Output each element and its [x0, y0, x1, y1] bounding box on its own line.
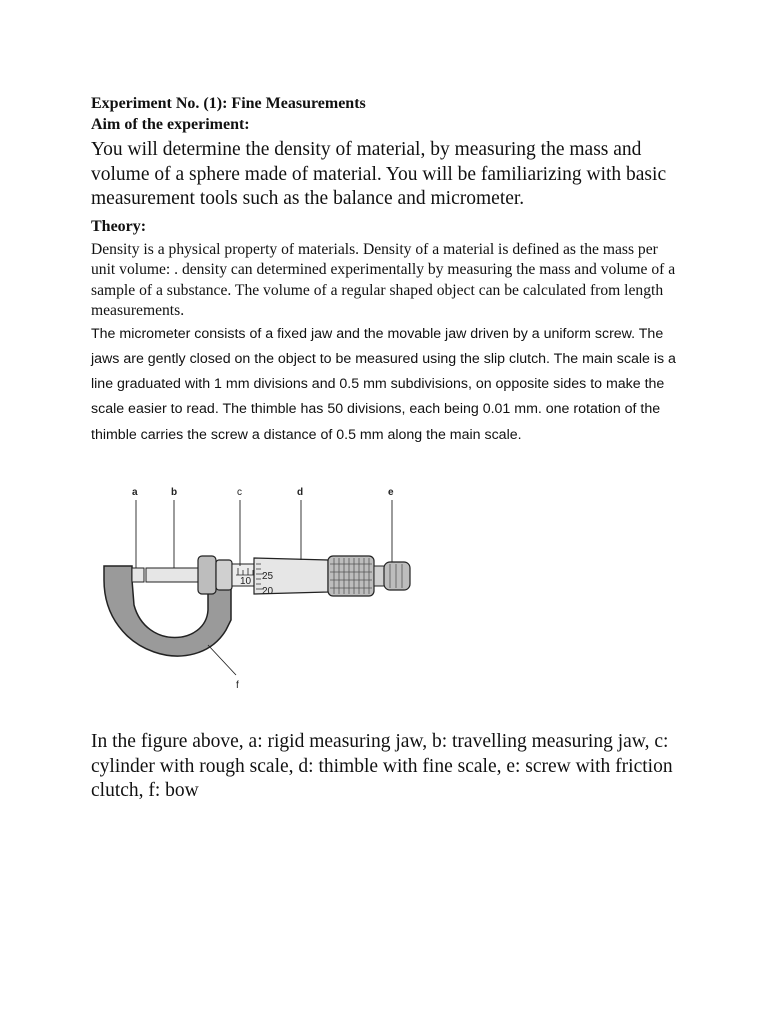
knurled-housing [328, 556, 374, 596]
experiment-title: Experiment No. (1): Fine Measurements [91, 95, 366, 112]
aim-paragraph: You will determine the density of material, by measuring the mass and volume of a sphere made of material. You will be familiarizing with basic measurement tools such as the balance and micrometer. [91, 139, 667, 209]
micrometer-figure [96, 480, 426, 695]
thimble-mark-25: 25 [262, 571, 274, 582]
label-a: a [132, 487, 138, 498]
lock-ring [198, 556, 216, 594]
label-b: b [171, 487, 178, 498]
collar [216, 560, 232, 590]
thimble-mark-20: 20 [262, 586, 274, 597]
sleeve-mark-10: 10 [240, 576, 252, 587]
anvil-jaw [132, 568, 144, 582]
theory-paragraph: Density is a physical property of materials. Density of a material is defined as the mass per unit volume: . density can determined experimentally by measuring the mass and volume of a sample of a substance. The volume of a regular shaped object can be calculated from length measurements. [91, 240, 676, 319]
spindle-jaw [146, 568, 202, 582]
label-f: f [236, 680, 239, 691]
label-c: c [237, 487, 242, 498]
micrometer-paragraph: The micrometer consists of a fixed jaw and the movable jaw driven by a uniform screw. The jaws are gently closed on the object to be measured using the slip clutch. The main scale is a line graduated with 1 mm divisions and 0.5 mm subdivisions, on opposite sides to make the scale easier to read. The thimble has 50 divisions, each being 0.01 mm. one rotation of the thimble carries the screw a distance of 0.5 mm along the main scale. [91, 325, 676, 443]
label-e: e [388, 487, 394, 498]
theory-heading: Theory: [91, 217, 147, 235]
clutch-screw [384, 562, 410, 590]
aim-heading: Aim of the experiment: [91, 116, 250, 133]
document-page [91, 93, 681, 448]
clutch-neck [374, 566, 384, 586]
label-d: d [297, 487, 304, 498]
figure-caption: In the figure above, a: rigid measuring jaw, b: travelling measuring jaw, c: cylinder with rough scale, d: thimble with fine scale, e: screw with friction clutch, f: bow [91, 731, 673, 801]
micrometer-diagram [96, 480, 426, 695]
